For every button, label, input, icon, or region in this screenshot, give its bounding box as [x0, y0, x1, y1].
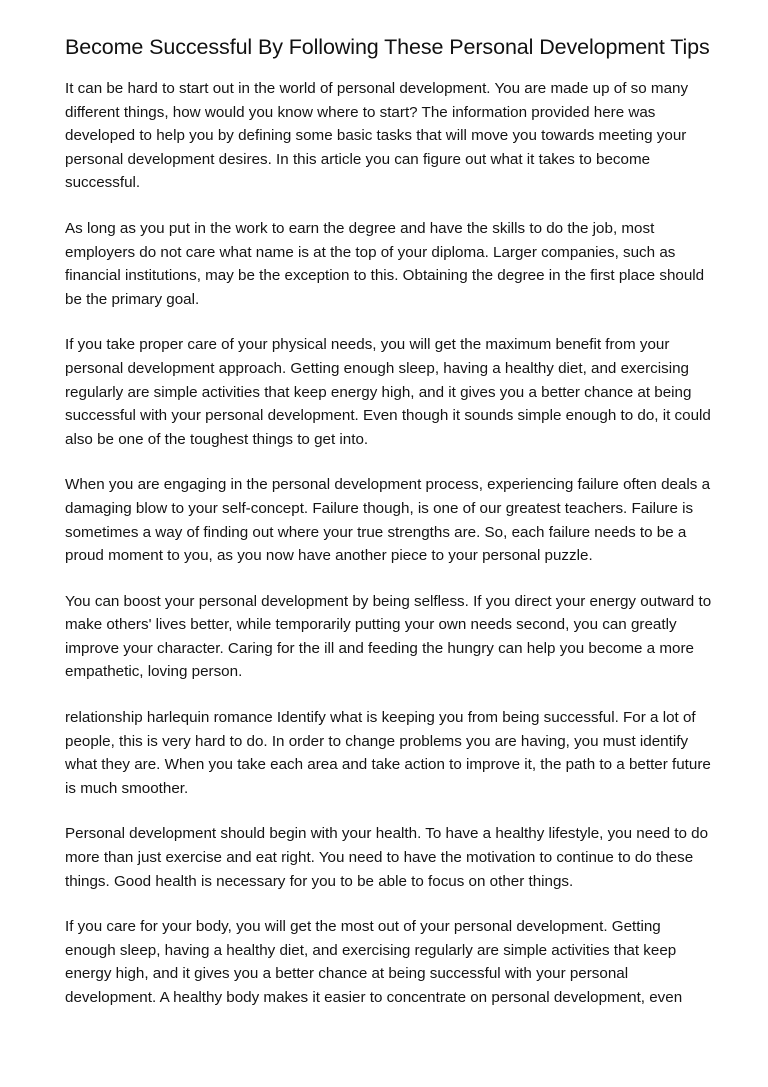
- paragraph-6: relationship harlequin romance Identify what is keeping you from being successful. For a lot of people, this is very hard to do. In order to change problems you are having, you must identify what they are. When you take each area and take action to improve it, the path to a better future is much smoother.: [65, 709, 711, 797]
- document-body: [65, 77, 715, 1010]
- paragraph-7: Personal development should begin with your health. To have a healthy lifestyle, you need to do more than just exercise and eat right. You need to have the motivation to continue to do these things. Good health is necessary for you to be able to focus on other things.: [65, 825, 709, 890]
- paragraph-5: You can boost your personal development by being selfless. If you direct your energy outward to make others' lives better, while temporarily putting your own needs second, you can greatly improve your character. Caring for the ill and feeding the hungry can help you become a more empathetic, loving person.: [65, 592, 712, 681]
- paragraph-1: It can be hard to start out in the world of personal development. You are made up of so many different things, how would you know where to start? The information provided here was developed to help you by defining some basic tasks that will move you towards meeting your personal development desires. In this article you can figure out what it takes to become successful.: [65, 80, 689, 192]
- paragraph-2: As long as you put in the work to earn the degree and have the skills to do the job, most employers do not care what name is at the top of your diploma. Larger companies, such as financial institutions, may be the exception to this. Obtaining the degree in the first place should be the primary goal.: [65, 219, 705, 308]
- paragraph-8: If you care for your body, you will get the most out of your personal development. Getting enough sleep, having a healthy diet, and exercising regularly are simple activities that keep energy high, and it gives you a better chance at being successful with your personal development. A healthy body makes it easier to concentrate on personal development, even: [65, 918, 683, 1006]
- paragraph-4: When you are engaging in the personal development process, experiencing failure often deals a damaging blow to your self-concept. Failure though, is one of our greatest teachers. Failure is sometimes a way of finding out where your true strengths are. So, each failure needs to be a proud moment to you, as you now have another piece to your personal puzzle.: [65, 476, 711, 565]
- document-title: Become Successful By Following These Personal Development Tips: [65, 35, 710, 59]
- paragraph-3: If you take proper care of your physical needs, you will get the maximum benefit from your personal development approach. Getting enough sleep, having a healthy diet, and exercising regularly are simple activities that keep energy high, and it gives you a better chance at being successful with your personal development. Even though it sounds simple enough to do, it could also be one of the toughest things to get into.: [65, 336, 711, 448]
- document-page: [65, 36, 715, 1032]
